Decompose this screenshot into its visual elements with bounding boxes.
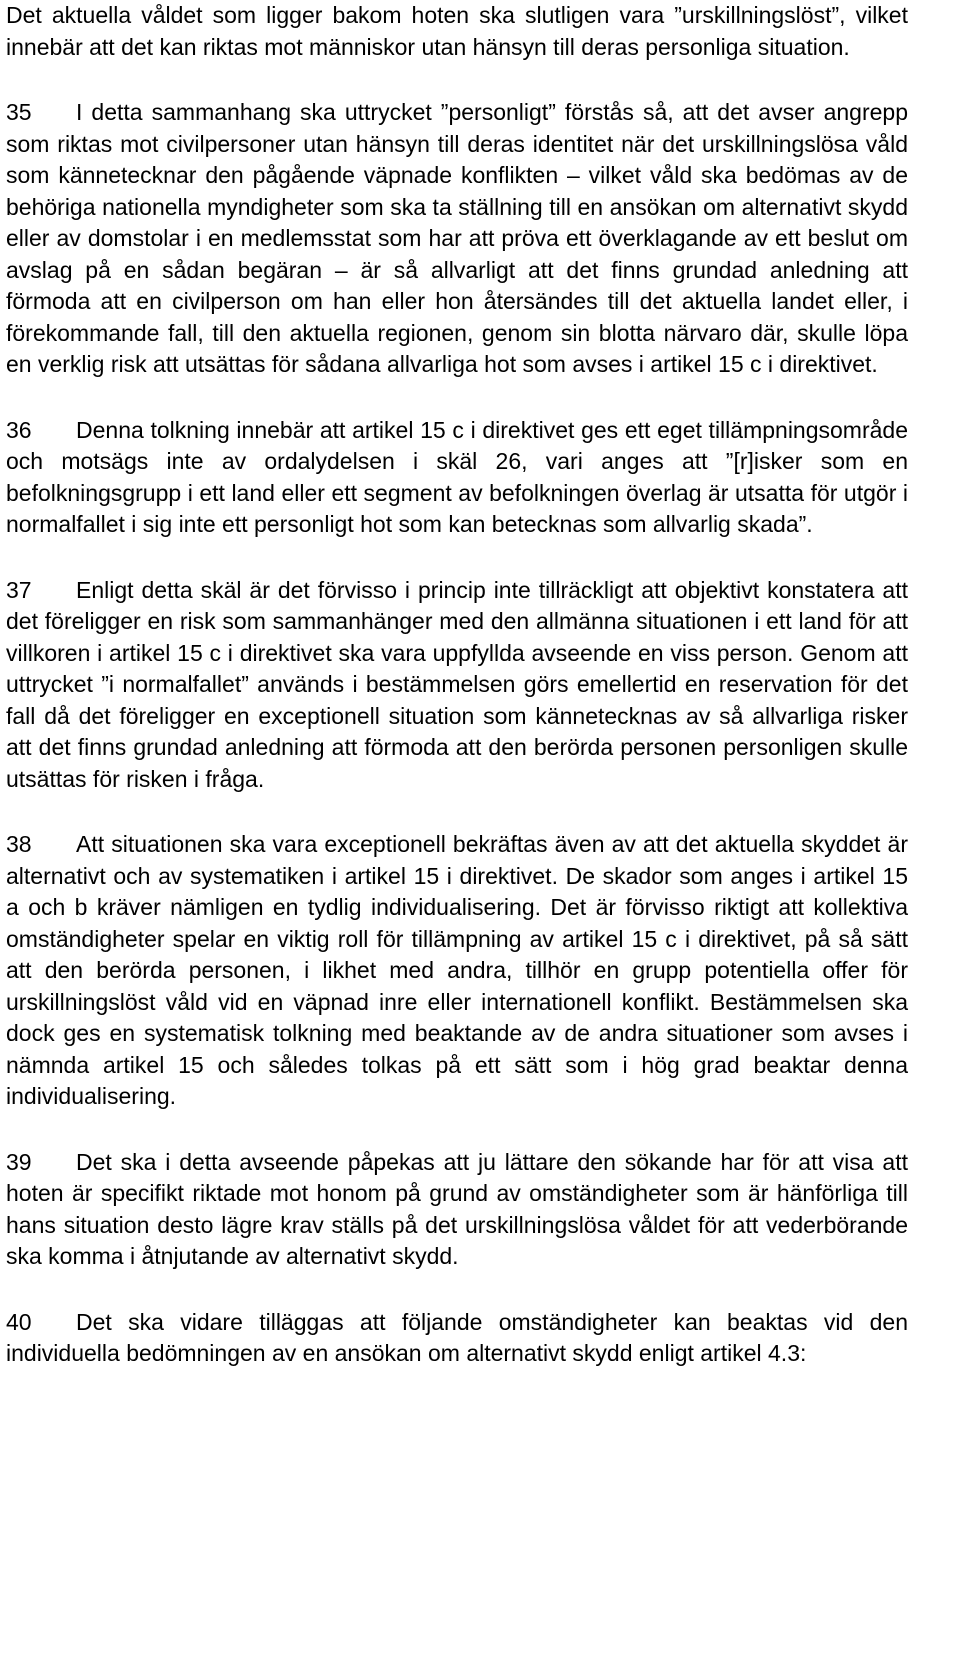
paragraph-number: 40 bbox=[6, 1308, 32, 1335]
paragraph-37 bbox=[6, 575, 908, 796]
paragraph-text: Det ska i detta avseende påpekas att ju lättare den sökande har för att visa att hoten är specifikt riktade mot honom på grund av omständigheter som är hänförliga till hans situation desto lägre krav ställs på det urskillningslösa våldet för att vederbörande ska komma i åtnjutande av alternativt skydd. bbox=[6, 1148, 908, 1269]
paragraph-number: 36 bbox=[6, 416, 32, 443]
paragraph-text: Det ska vidare tilläggas att följande omständigheter kan beaktas vid den individuella bedömningen av en ansökan om alternativt skydd enligt artikel 4.3: bbox=[6, 1308, 908, 1366]
paragraph-text: Denna tolkning innebär att artikel 15 c i direktivet ges ett eget tillämpningsområde och motsägs inte av ordalydelsen i skäl 26, vari anges att ”[r]isker som en befolkningsgrupp i ett land eller ett segment av befolkningen överlag är utsatta för utgör i normalfallet i sig inte ett personligt hot som kan betecknas som allvarlig skada”. bbox=[6, 416, 908, 537]
paragraph-text: Att situationen ska vara exceptionell bekräftas även av att det aktuella skyddet är alternativt och av systematiken i artikel 15 i direktivet. De skador som anges i artikel 15 a och b kräver nämligen en tydlig individualisering. Det är förvisso riktigt att kollektiva omständigheter spelar en viktig roll för tillämpning av artikel 15 c i direktivet, på så sätt att den berörda personen, i likhet med andra, tillhör en grupp potentiella offer för urskillningslöst våld vid en väpnad inre eller internationell konflikt. Bestämmelsen ska dock ges en systematisk tolkning med beaktande av de andra situationer som avses i nämnda artikel 15 och således tolkas på ett sätt som i hög grad beaktar denna individualisering. bbox=[6, 831, 908, 1109]
paragraph-number: 38 bbox=[6, 831, 32, 857]
paragraph-35 bbox=[6, 97, 908, 381]
paragraph-number: 35 bbox=[6, 99, 32, 125]
paragraph-38 bbox=[6, 829, 908, 1113]
paragraph-40 bbox=[6, 1307, 908, 1370]
paragraph-intro bbox=[6, 0, 908, 63]
paragraph-text: I detta sammanhang ska uttrycket ”personligt” förstås så, att det avser angrepp som riktas mot civilpersoner utan hänsyn till deras identitet när det urskillningslösa våld som kännetecknar den pågående väpnade konflikten – vilket våld ska bedömas av de behöriga nationella myndigheter som ska ta ställning till en ansökan om alternativt skydd eller av domstolar i en medlemsstat som har att pröva ett överklagande av ett beslut om avslag på en sådan begäran – är så allvarligt att det finns grundad anledning att förmoda att en civilperson om han eller hon återsändes till det aktuella landet eller, i förekommande fall, till den aktuella regionen, genom sin blotta närvaro där, skulle löpa en verklig risk att utsättas för sådana allvarliga hot som avses i artikel 15 c i direktivet. bbox=[6, 99, 908, 377]
paragraph-36 bbox=[6, 415, 908, 541]
paragraph-number: 37 bbox=[6, 576, 32, 603]
paragraph-number: 39 bbox=[6, 1148, 32, 1175]
paragraph-text: Det aktuella våldet som ligger bakom hoten ska slutligen vara ”urskillningslöst”, vilket innebär att det kan riktas mot människor utan hänsyn till deras personliga situation. bbox=[6, 2, 908, 60]
paragraph-39 bbox=[6, 1147, 908, 1273]
paragraph-text: Enligt detta skäl är det förvisso i princip inte tillräckligt att objektivt konstatera att det föreligger en risk som sammanhänger med den allmänna situationen i ett land för att villkoren i artikel 15 c i direktivet ska vara uppfyllda avseende en viss person. Genom att uttrycket ”i normalfallet” används i bestämmelsen görs emellertid en reservation för det fall då det föreligger en exceptionell situation som kännetecknas av så allvarliga risker att det finns grundad anledning att förmoda att den berörda personen personligen skulle utsättas för risken i fråga. bbox=[6, 576, 908, 792]
